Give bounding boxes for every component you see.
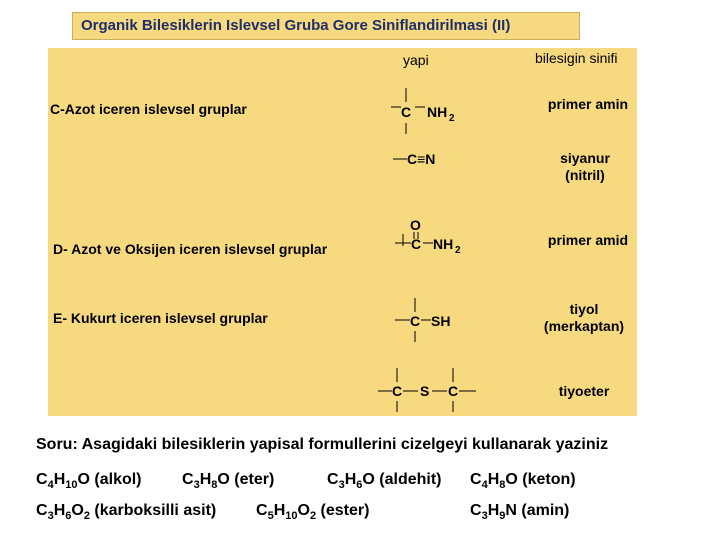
structure-thiol: [393, 296, 493, 351]
class-primer-amin: primer amin: [547, 96, 629, 112]
nitrile-formula: C≡N: [407, 151, 436, 167]
thiol-sh: SH: [431, 313, 451, 329]
amine-carbon: C: [401, 104, 412, 120]
formula-item: $C_3H_8O$ (eter): [182, 471, 275, 492]
formula-item: $C_3H_6O_2$ (karboksilli asit): [36, 502, 217, 523]
question-text: Soru: Asagidaki bilesiklerin yapisal formullerini cizelgeyi kullanarak yaziniz: [36, 436, 609, 453]
classification-panel: [48, 48, 637, 416]
formula-item: $C_3H_6O$ (aldehit): [327, 471, 442, 492]
formula-item: $C_4H_{10}O$ (alkol): [36, 471, 142, 492]
header-class: bilesigin sinifi: [535, 50, 618, 66]
amide-carbon: C: [411, 236, 422, 252]
group-c-label: C-Azot iceren islevsel gruplar: [50, 101, 247, 117]
thioether-carbon-left: C: [392, 383, 403, 399]
class-tiyoeter: tiyoeter: [558, 383, 610, 399]
thioether-sulfur: S: [420, 383, 430, 399]
amine-nh: NH: [427, 104, 448, 120]
class-primer-amid: primer amid: [547, 232, 629, 248]
group-e-label: E- Kukurt iceren islevsel gruplar: [53, 310, 268, 326]
amine-subscript: 2: [449, 113, 455, 124]
class-tiyol: tiyol (merkaptan): [543, 301, 625, 334]
formula-item: $C_4H_8O$ (keton): [470, 471, 576, 492]
class-siyanur: siyanur (nitril): [560, 150, 610, 183]
thiol-carbon: C: [410, 313, 421, 329]
structure-primary-amide: [393, 216, 493, 271]
page-title: Organik Bilesiklerin Islevsel Gruba Gore Siniflandirilmasi (II): [81, 17, 511, 34]
formula-item: $C_3H_9N$ (amin): [470, 502, 570, 523]
formula-item: $C_5H_{10}O_2$ (ester): [256, 502, 370, 523]
structure-nitrile: [393, 146, 473, 181]
structure-primary-amine: [393, 86, 493, 141]
amide-oxygen: O: [410, 217, 421, 233]
thioether-carbon-right: C: [448, 383, 459, 399]
title-box: [72, 12, 580, 40]
group-d-label: D- Azot ve Oksijen iceren islevsel gruplar: [53, 241, 328, 257]
amide-nh: NH: [433, 236, 454, 252]
structure-thioether: [376, 368, 506, 423]
amide-subscript: 2: [455, 245, 461, 256]
header-structure: yapi: [403, 52, 429, 68]
